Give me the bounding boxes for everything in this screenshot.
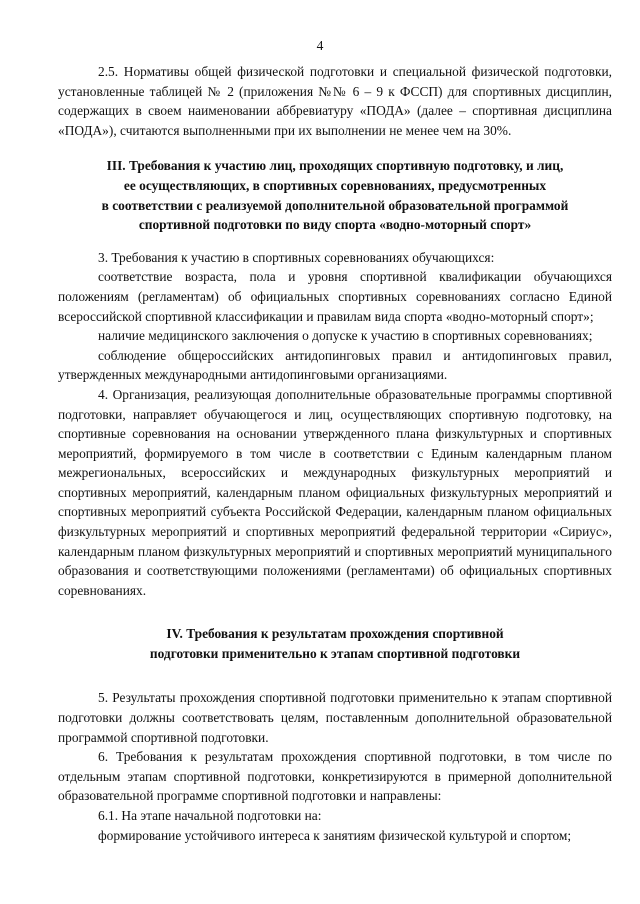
page-number: 4	[316, 38, 324, 53]
paragraph-2-5: 2.5. Нормативы общей физической подготовки и специальной физической подготовки, установленные таблицей № 2 (приложения №№ 6 – 9 к ФССП) для спортивных дисциплин, содержащих в своем наименовании аббревиатуру «ПОДА» (далее – спортивная дисциплина «ПОДА»), считаются выполненными при их выполнении не менее чем на 30%.	[58, 64, 612, 138]
paragraph-6-1: 6.1. На этапе начальной подготовки на:	[98, 808, 322, 823]
paragraph-3-item-age: соответствие возраста, пола и уровня спортивной квалификации обучающихся положениям (регламентам) об официальных спортивных соревнованиях согласно Единой всероссийской спортивной классификации и правилам вида спорта «водно-моторный спорт»;	[58, 269, 612, 324]
section-3-heading	[58, 156, 612, 234]
section-3-heading-line-4: спортивной подготовки по виду спорта «водно-моторный спорт»	[138, 217, 532, 233]
document-body	[58, 62, 612, 845]
section-3-heading-line-1: III. Требования к участию лиц, проходящих спортивную подготовку, и лиц,	[106, 158, 564, 174]
paragraph-6: 6. Требования к результатам прохождения спортивной подготовки, в том числе по отдельным этапам спортивной подготовки, конкретизируются в примерной дополнительной образовательной программе спортивной подготовки и направлены:	[58, 749, 612, 804]
section-4-heading	[58, 624, 612, 664]
paragraph-6-1-item-interest: формирование устойчивого интереса к занятиям физической культурой и спортом;	[98, 827, 572, 843]
paragraph-4: 4. Организация, реализующая дополнительные образовательные программы спортивной подготовки, направляет обучающегося и лиц, осуществляющих спортивную подготовку, на спортивные соревнования на основании утвержденного плана физкультурных и спортивных мероприятий, формируемого в том числе в соответствии с Единым календарным планом межрегиональных, всероссийских и международных физкультурных мероприятий и спортивных мероприятий, календарным планом официальных физкультурных мероприятий и спортивных мероприятий субъекта Российской Федерации, календарным планом официальных физкультурных мероприятий и спортивных мероприятий федеральной территории «Сириус», календарным планом физкультурных мероприятий и спортивных мероприятий муниципального образования и соответствующими положениями (регламентами) об официальных спортивных соревнованиях.	[58, 386, 612, 598]
paragraph-3-item-antidoping: соблюдение общероссийских антидопинговых правил и антидопинговых правил, утвержденных международными антидопинговыми организациями.	[58, 347, 612, 383]
paragraph-3-item-medical: наличие медицинского заключения о допуске к участию в спортивных соревнованиях;	[98, 328, 593, 344]
paragraph-5: 5. Результаты прохождения спортивной подготовки применительно к этапам спортивной подготовки должны соответствовать целям, поставленным дополнительной образовательной программой спортивной подготовки.	[58, 690, 612, 745]
section-4-heading-line-2: подготовки применительно к этапам спортивной подготовки	[149, 646, 521, 662]
section-4-heading-line-1: IV. Требования к результатам прохождения спортивной	[166, 626, 504, 642]
paragraph-3: 3. Требования к участию в спортивных соревнованиях обучающихся:	[98, 249, 495, 265]
section-3-heading-line-2: ее осуществляющих, в спортивных соревнованиях, предусмотренных	[123, 177, 547, 193]
section-3-heading-line-3: в соответствии с реализуемой дополнительной образовательной программой	[101, 197, 569, 213]
